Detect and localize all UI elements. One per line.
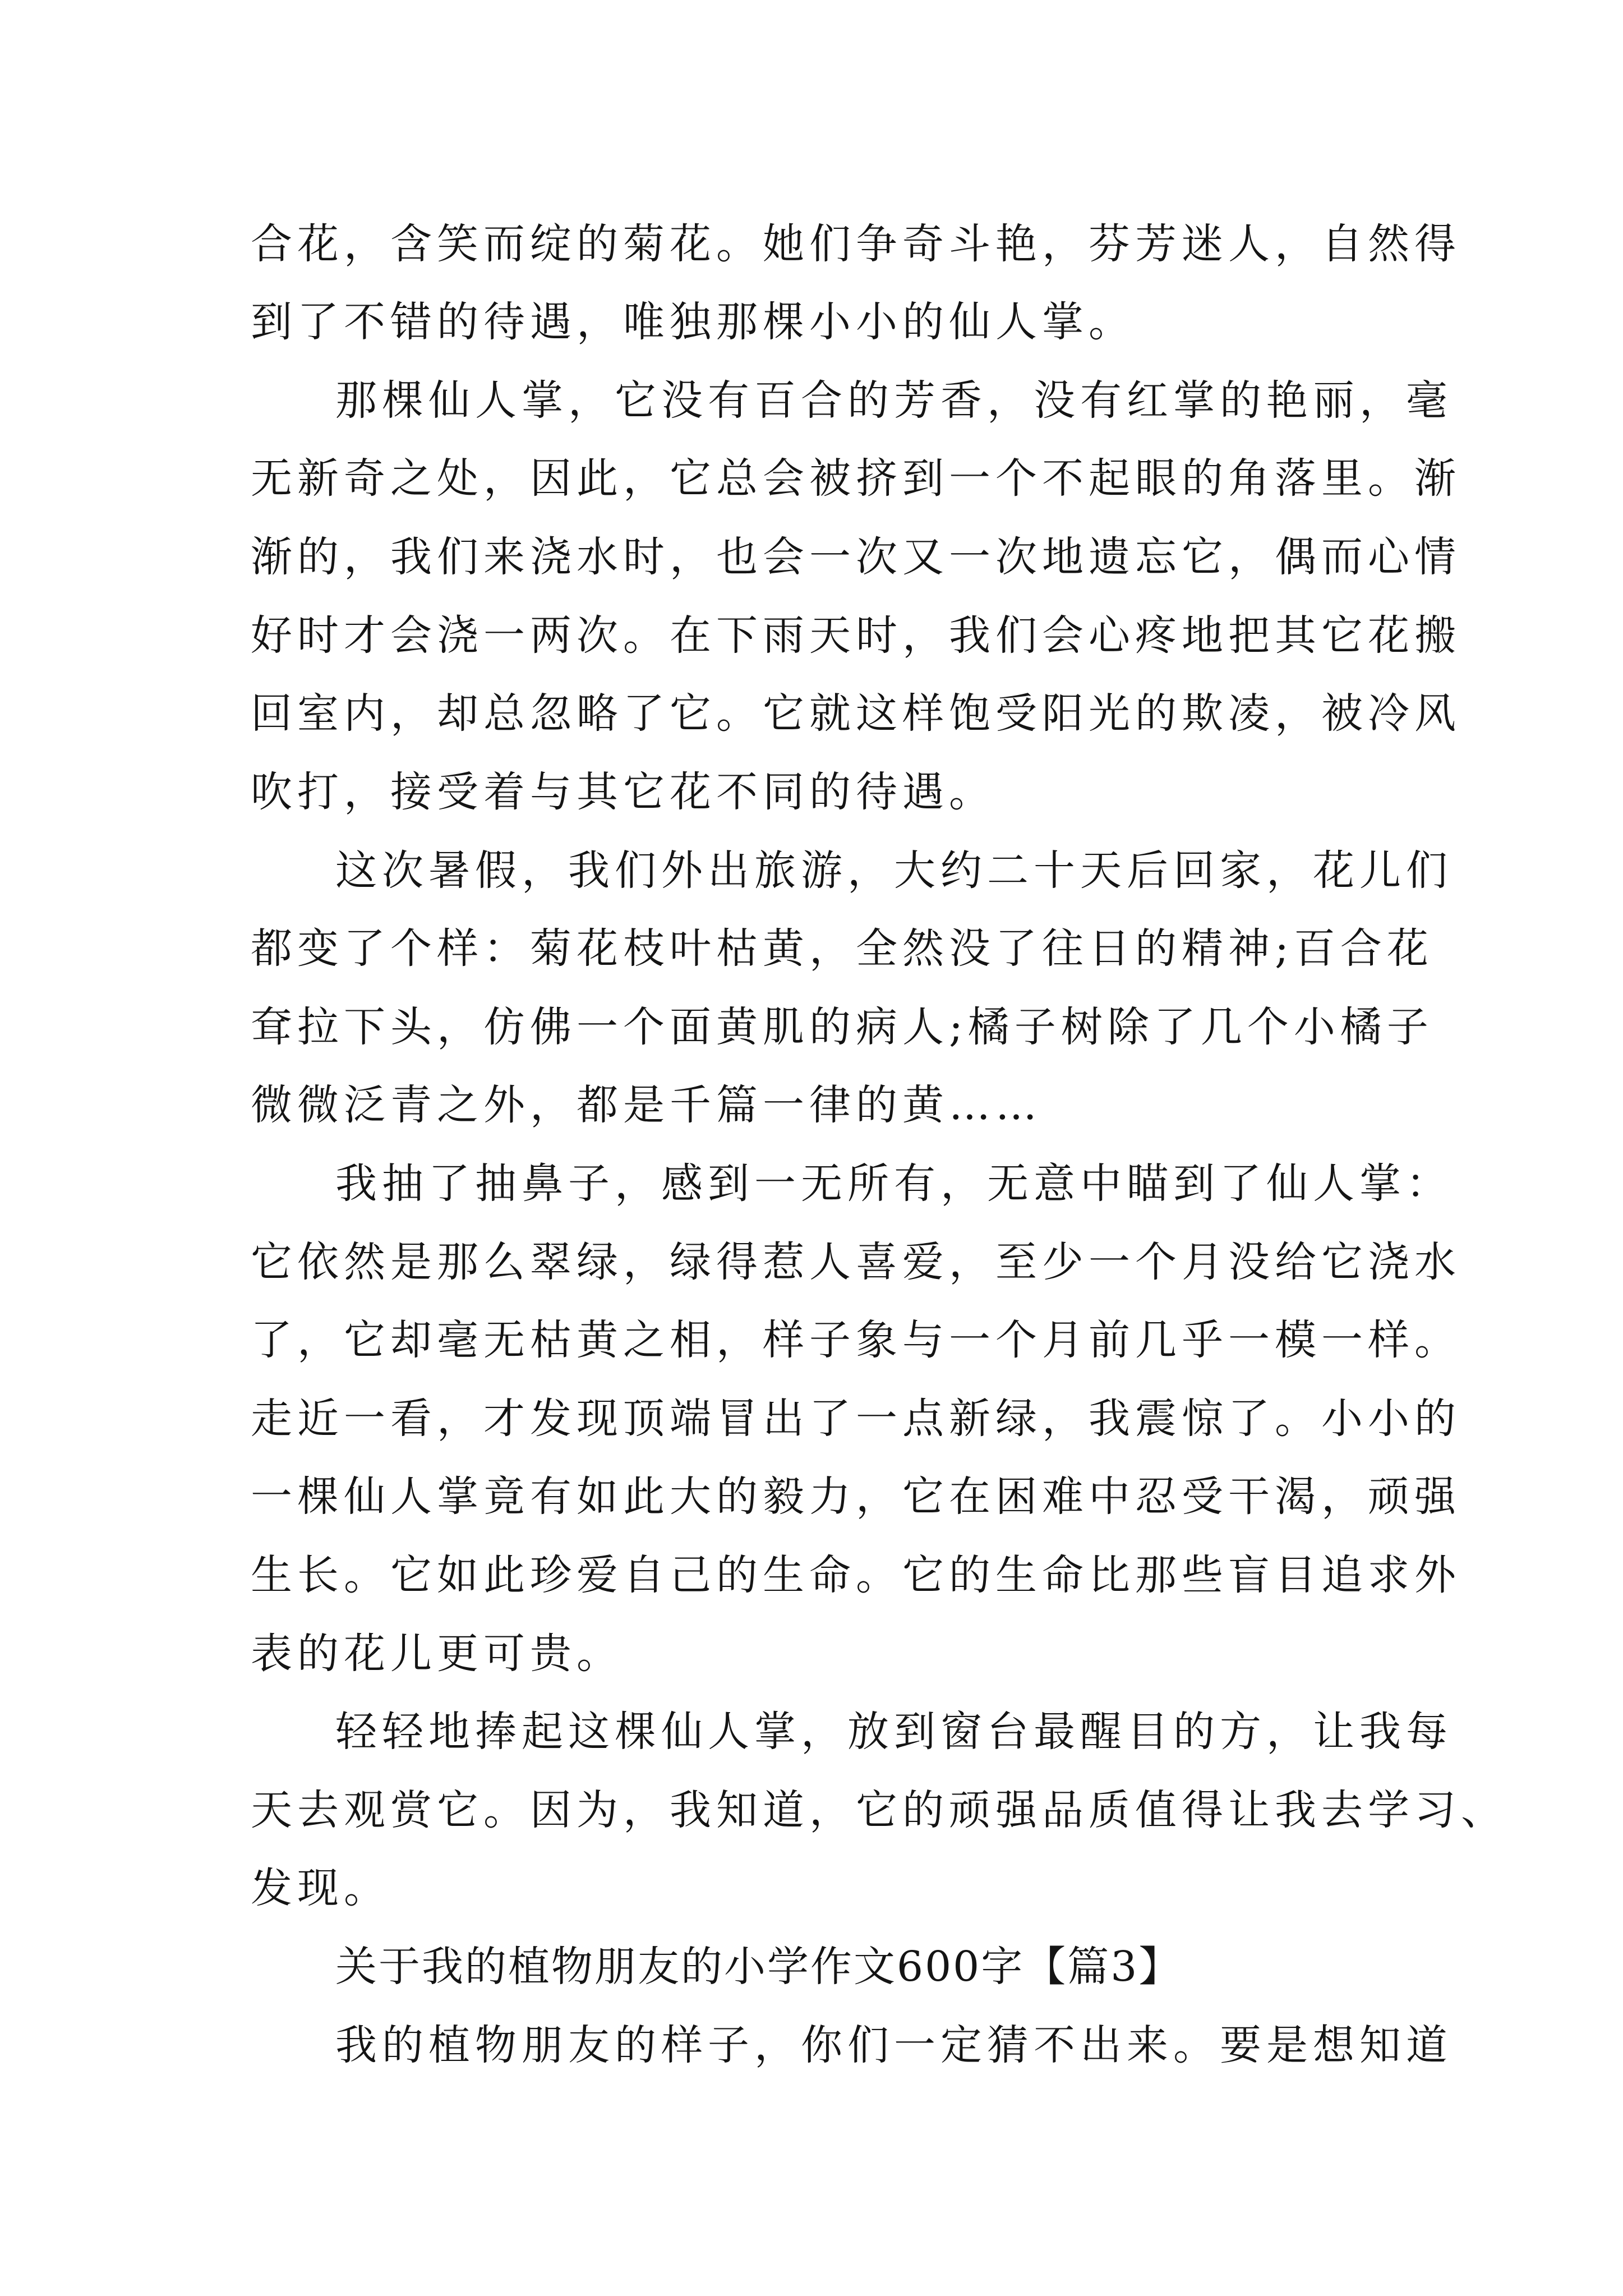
text-line: 回室内，却总忽略了它。它就这样饱受阳光的欺凌，被冷风 (251, 689, 1461, 738)
text-line: 走近一看，才发现顶端冒出了一点新绿，我震惊了。小小的 (251, 1395, 1461, 1443)
text-line: 表的花儿更可贵。 (251, 1630, 623, 1678)
text-line: 我的植物朋友的样子，你们一定猜不出来。要是想知道 (335, 2021, 1453, 2069)
text-line: 都变了个样：菊花枝叶枯黄，全然没了往日的精神;百合花 (251, 924, 1433, 973)
text-line: 合花，含笑而绽的菊花。她们争奇斗艳，芬芳迷人，自然得 (251, 220, 1461, 268)
text-line: 那棵仙人掌，它没有百合的芳香，没有红掌的艳丽，毫 (335, 376, 1453, 425)
text-line: 耷拉下头，仿佛一个面黄肌的病人;橘子树除了几个小橘子 (251, 1003, 1433, 1051)
text-line: 好时才会浇一两次。在下雨天时，我们会心疼地把其它花搬 (251, 611, 1461, 660)
text-line: 轻轻地捧起这棵仙人掌，放到窗台最醒目的方，让我每 (335, 1708, 1453, 1756)
text-line: 到了不错的待遇，唯独那棵小小的仙人掌。 (251, 298, 1135, 346)
section-heading: 关于我的植物朋友的小学作文600字【篇3】 (335, 1943, 1182, 1991)
text-line: 它依然是那么翠绿，绿得惹人喜爱，至少一个月没给它浇水 (251, 1238, 1461, 1286)
text-line: 生长。它如此珍爱自己的生命。它的生命比那些盲目追求外 (251, 1551, 1461, 1599)
text-line: 我抽了抽鼻子，感到一无所有，无意中瞄到了仙人掌： (335, 1159, 1453, 1208)
text-line: 天去观赏它。因为，我知道，它的顽强品质值得让我去学习、 (251, 1786, 1507, 1834)
text-line: 吹打，接受着与其它花不同的待遇。 (251, 768, 995, 816)
text-line: 发现。 (251, 1864, 390, 1912)
text-line: 微微泛青之外，都是千篇一律的黄…… (251, 1081, 1042, 1129)
text-line: 无新奇之处，因此，它总会被挤到一个不起眼的角落里。渐 (251, 454, 1461, 503)
text-line: 这次暑假，我们外出旅游，大约二十天后回家，花儿们 (335, 846, 1453, 895)
text-line: 了，它却毫无枯黄之相，样子象与一个月前几乎一模一样。 (251, 1316, 1461, 1364)
text-line: 渐的，我们来浇水时，也会一次又一次地遗忘它，偶而心情 (251, 533, 1461, 581)
text-line: 一棵仙人掌竟有如此大的毅力，它在困难中忍受干渴，顽强 (251, 1473, 1461, 1521)
